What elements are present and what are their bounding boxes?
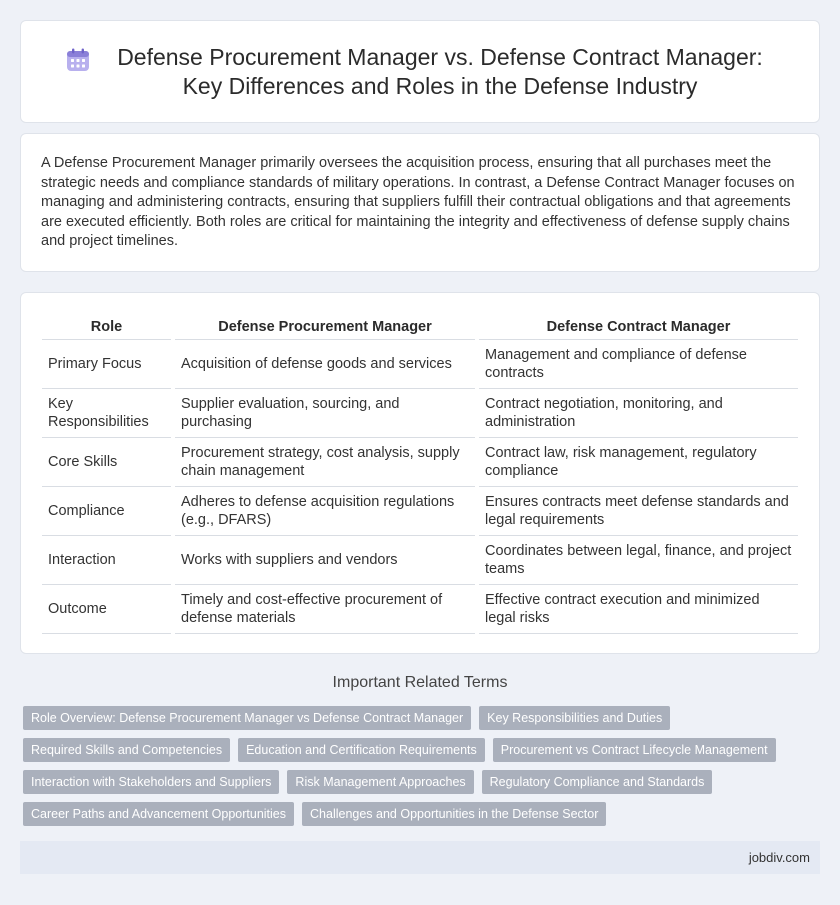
procurement-cell: Procurement strategy, cost analysis, supply chain management [173, 437, 477, 486]
table-row [42, 584, 798, 633]
contract-cell: Contract negotiation, monitoring, and administration [477, 388, 798, 437]
contract-cell: Contract law, risk management, regulatory compliance [477, 437, 798, 486]
related-terms-list [23, 706, 813, 826]
table-row [42, 535, 798, 584]
related-term-tag[interactable]: Career Paths and Advancement Opportunities [23, 802, 294, 826]
related-term-tag[interactable]: Challenges and Opportunities in the Defense Sector [302, 802, 606, 826]
intro-card [20, 133, 820, 272]
comparison-table [42, 313, 798, 634]
footer-site-link[interactable]: jobdiv.com [748, 850, 810, 865]
related-term-tag[interactable]: Role Overview: Defense Procurement Manager vs Defense Contract Manager [23, 706, 471, 730]
procurement-cell: Timely and cost-effective procurement of defense materials [173, 584, 477, 633]
related-term-tag[interactable]: Regulatory Compliance and Standards [482, 770, 713, 794]
related-term-tag[interactable]: Education and Certification Requirements [238, 738, 485, 762]
related-term-tag[interactable]: Risk Management Approaches [287, 770, 473, 794]
related-term-tag[interactable]: Interaction with Stakeholders and Suppliers [23, 770, 279, 794]
related-term-tag[interactable]: Key Responsibilities and Duties [479, 706, 670, 730]
procurement-cell: Supplier evaluation, sourcing, and purchasing [173, 388, 477, 437]
header-contract-manager: Defense Contract Manager [477, 313, 798, 339]
header-role: Role [42, 313, 173, 339]
row-label: Compliance [42, 486, 173, 535]
contract-cell: Effective contract execution and minimized legal risks [477, 584, 798, 633]
comparison-table-card [20, 292, 820, 654]
contract-cell: Management and compliance of defense contracts [477, 339, 798, 388]
related-terms-heading: Important Related Terms [332, 674, 508, 691]
table-row [42, 486, 798, 535]
page-title: Defense Procurement Manager vs. Defense Contract Manager: Key Differences and Roles in the Defense Industry [117, 43, 763, 99]
table-header-row [42, 313, 798, 339]
row-label: Outcome [42, 584, 173, 633]
contract-cell: Coordinates between legal, finance, and project teams [477, 535, 798, 584]
row-label: Interaction [42, 535, 173, 584]
row-label: Core Skills [42, 437, 173, 486]
row-label: Key Responsibilities [42, 388, 173, 437]
intro-paragraph: A Defense Procurement Manager primarily oversees the acquisition process, ensuring that all purchases meet the strategic needs and compliance standards of military operations. In contrast, a Defense Contract Manager focuses on managing and administering contracts, ensuring that suppliers fulfill their contractual obligations and that agreements are executed efficiently. Both roles are critical for maintaining the integrity and effectiveness of defense supply chains and project timelines. [41, 155, 795, 250]
table-row [42, 339, 798, 388]
table-row [42, 437, 798, 486]
table-row [42, 388, 798, 437]
contract-cell: Ensures contracts meet defense standards and legal requirements [477, 486, 798, 535]
row-label: Primary Focus [42, 339, 173, 388]
procurement-cell: Adheres to defense acquisition regulations (e.g., DFARS) [173, 486, 477, 535]
related-term-tag[interactable]: Procurement vs Contract Lifecycle Management [493, 738, 776, 762]
header-procurement-manager: Defense Procurement Manager [173, 313, 477, 339]
related-term-tag[interactable]: Required Skills and Competencies [23, 738, 230, 762]
header-card [20, 20, 820, 123]
procurement-cell: Acquisition of defense goods and services [173, 339, 477, 388]
procurement-cell: Works with suppliers and vendors [173, 535, 477, 584]
footer [20, 841, 820, 874]
